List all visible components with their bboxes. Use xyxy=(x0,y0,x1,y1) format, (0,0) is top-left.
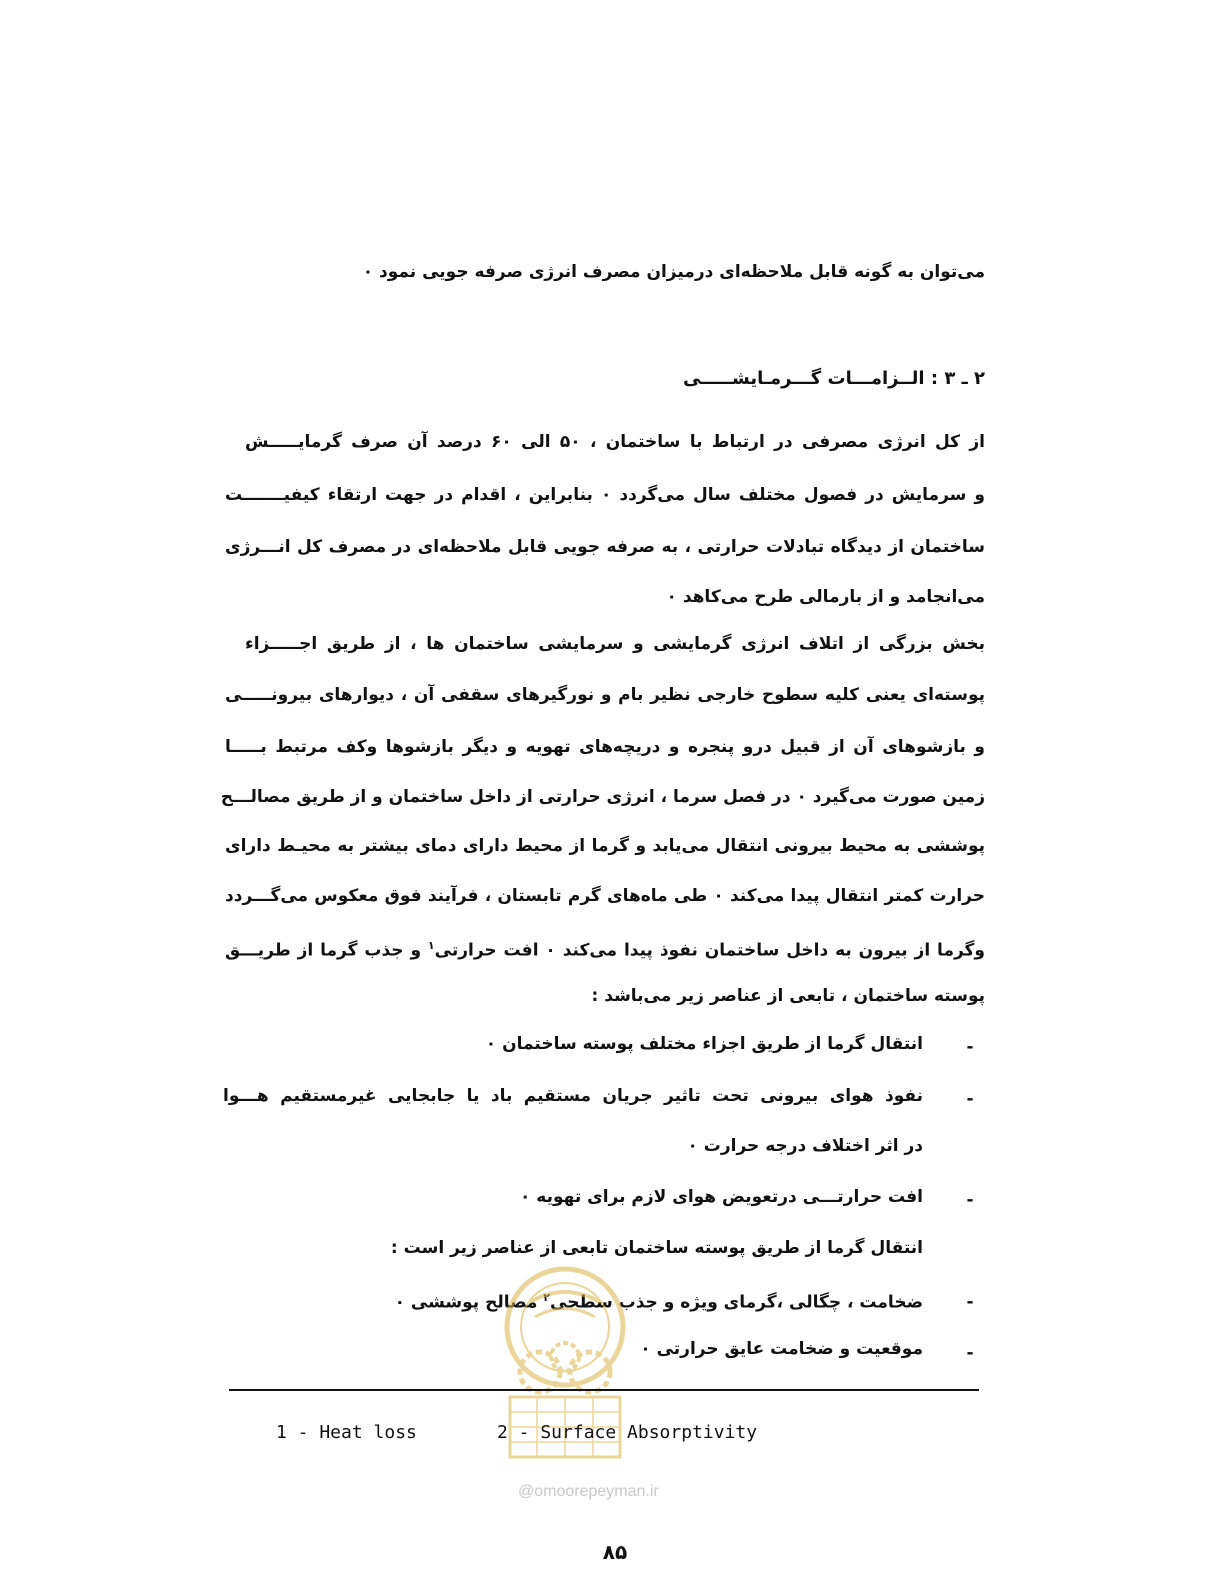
page-number: ۸۵ xyxy=(602,1540,628,1564)
paragraph2-line-4: زمین صورت می‌گیرد ۰ در فصل سرما ، انرژی حرارتی از داخل ساختمان و از طریق مصالـــح xyxy=(220,787,985,807)
paragraph1-line-2: و سرمایش در فصول مختلف سال می‌گردد ۰ بنابراین ، اقدام در جهت ارتقاء کیفیـــــــت xyxy=(225,485,985,505)
footnote-marker-2: ۲ xyxy=(543,1291,550,1304)
bullet-dash: - xyxy=(966,1292,974,1312)
bullet-b-item-2: موقعیت و ضخامت عایق حرارتی ۰ xyxy=(640,1339,923,1359)
section-heading: ۲ ـ ۳ : الــزامـــات گـــرمـایشـــــی xyxy=(683,368,985,389)
paragraph1-line-1: از کل انرژی مصرفی در ارتباط با ساختمان ، ۵۰ الی ۶۰ درصد آن صرف گرمایـــــش xyxy=(245,432,985,452)
paragraph2-line-1: بخش بزرگی از اتلاف انرژی گرمایشی و سرمایشی ساختمان ها ، از طریق اجـــــزاء xyxy=(245,634,985,654)
footnote-2: 2 - Surface Absorptivity xyxy=(497,1422,758,1443)
bullet-a-item-3: افت حرارتـــی درتعویض هوای لازم برای تهویه ۰ xyxy=(519,1187,923,1207)
paragraph1-line-3: ساختمان از دیدگاه تبادلات حرارتی ، به صرفه جویی قابل ملاحظه‌ای در مصرف کل انـــرژی xyxy=(225,537,985,557)
bullet-dash: - xyxy=(966,1190,974,1210)
footnote-1: 1 - Heat loss xyxy=(276,1422,417,1443)
paragraph2-line-7-text-a: وگرما از بیرون به داخل ساختمان نفوذ پیدا می‌کند ۰ افت حرارتی xyxy=(434,940,985,961)
paragraph2-line-2: پوسته‌ای یعنی کلیه سطوح خارجی نظیر بام و نورگیرهای سقفی آن ، دیوارهای بیرونـــــی xyxy=(225,685,985,705)
bullet-a-item-2-line-1: نفوذ هوای بیرونی تحت تاثیر جریان مستقیم باد یا جابجایی غیرمستقیم هـــوا xyxy=(223,1086,923,1106)
footnote-divider xyxy=(229,1389,979,1391)
paragraph2-line-7 xyxy=(225,932,985,965)
bullet-dash: - xyxy=(966,1089,974,1109)
bullet-b-item-1-text-b: مصالح پوششی ۰ xyxy=(394,1292,544,1313)
paragraph2-line-7-text-b: و جذب گرما از طریـــق xyxy=(225,940,428,961)
bullet-a-item-1: انتقال گرما از طریق اجزاء مختلف پوسته ساختمان ۰ xyxy=(485,1034,923,1054)
paragraph2-line-8: پوسته ساختمان ، تابعی از عناصر زیر می‌باشد : xyxy=(591,986,985,1006)
paragraph1-line-4: می‌انجامد و از بارمالی طرح می‌کاهد ۰ xyxy=(666,587,985,607)
bullet-dash: - xyxy=(966,1037,974,1057)
bullet-b-item-1-text-a: ضخامت ، چگالی ،گرمای ویژه و جذب سطحی xyxy=(550,1292,923,1313)
paragraph2-line-6: حرارت کمتر انتقال پیدا می‌کند ۰ طی ماه‌های گرم تابستان ، فرآیند فوق معکوس می‌گـــردد xyxy=(225,886,986,906)
footnote-marker-1: ۱ xyxy=(427,939,435,952)
paragraph2-line-5: پوششی به محیط بیرونی انتقال می‌یابد و گرما از محیط دارای دمای بیشتر به محیـط دارای xyxy=(225,836,985,856)
watermark-url: @omoorepeyman.ir xyxy=(518,1483,659,1500)
lead-paragraph-2: انتقال گرما از طریق پوسته ساختمان تابعی از عناصر زیر است : xyxy=(390,1238,923,1258)
paragraph2-line-3: و بازشوهای آن از قبیل درو پنجره و دریچه‌های تهویه و دیگر بازشوها وکف مرتبط بـــــا xyxy=(225,737,985,757)
bullet-dash: - xyxy=(966,1343,974,1363)
bullet-a-item-2-line-2: در اثر اختلاف درجه حرارت ۰ xyxy=(687,1136,923,1156)
intro-line: می‌توان به گونه قابل ملاحظه‌ای درمیزان مصرف انرژی صرفه جویی نمود ۰ xyxy=(362,262,985,282)
